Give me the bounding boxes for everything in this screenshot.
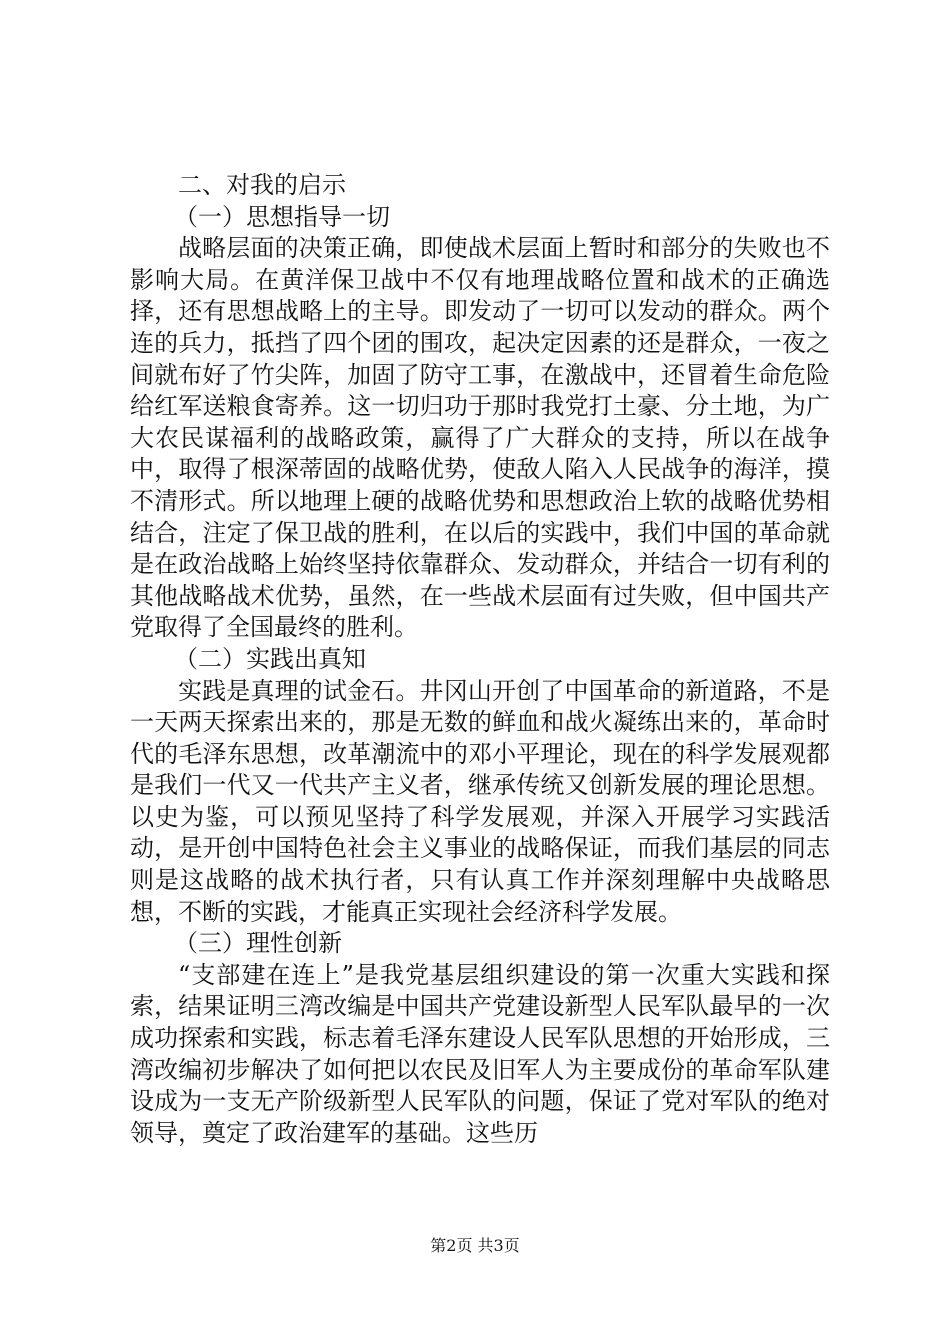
subsection-heading-2: （二）实践出真知 [174, 644, 366, 673]
page-footer [0, 1236, 950, 1256]
subsection-paragraph-1: 战略层面的决策正确，即使战术层面上暂时和部分的失败也不影响大局。在黄洋保卫战中不仅有地理战略位置和战术的正确选择，还有思想战略上的主导。即发动了一切可以发动的群众。两个连的兵力，抵挡了四个团的围攻，起决定因素的还是群众，一夜之间就布好了竹尖阵，加固了防守工事，在激战中，还冒着生命危险给红军送粮食寄养。这一切归功于那时我党打土豪、分土地，为广大农民谋福利的战略政策，赢得了广大群众的支持，所以在战争中，取得了根深蒂固的战略优势，使敌人陷入人民战争的海洋，摸不清形式。所以地理上硬的战略优势和思想政治上软的战略优势相结合，注定了保卫战的胜利，在以后的实践中，我们中国的革命就是在政治战略上始终坚持依靠群众、发动群众，并结合一切有利的其他战略战术优势，虽然，在一些战术层面有过失败，但中国共产党取得了全国最终的胜利。 [130, 234, 830, 642]
subsection-paragraph-2: 实践是真理的试金石。井冈山开创了中国革命的新道路，不是一天两天探索出来的，那是无数的鲜血和战火凝练出来的，革命时代的毛泽东思想，改革潮流中的邓小平理论，现在的科学发展观都是我们一代又一代共产主义者，继承传统又创新发展的理论思想。以史为鉴，可以预见坚持了科学发展观，并深入开展学习实践活动，是开创中国特色社会主义事业的战略保证，而我们基层的同志则是这战略的战术执行者，只有认真工作并深刻理解中央战略思想，不断的实践，才能真正实现社会经济科学发展。 [130, 676, 830, 926]
subsection-paragraph-3: “支部建在连上”是我党基层组织建设的第一次重大实践和探索，结果证明三湾改编是中国共产党建设新型人民军队最早的一次成功探索和实践，标志着毛泽东建设人民军队思想的开始形成，三湾改编初步解决了如何把以农民及旧军人为主要成份的革命军队建设成为一支无产阶级新型人民军队的问题，保证了党对军队的绝对领导，奠定了政治建军的基础。这些历 [130, 960, 830, 1147]
subsection-heading-1: （一）思想指导一切 [174, 202, 390, 231]
page-indicator: 第2页 共3页 [430, 1236, 520, 1255]
document-body [130, 170, 830, 1149]
subsection-heading-3: （三）理性创新 [174, 929, 342, 958]
section-heading: 二、对我的启示 [178, 171, 346, 199]
